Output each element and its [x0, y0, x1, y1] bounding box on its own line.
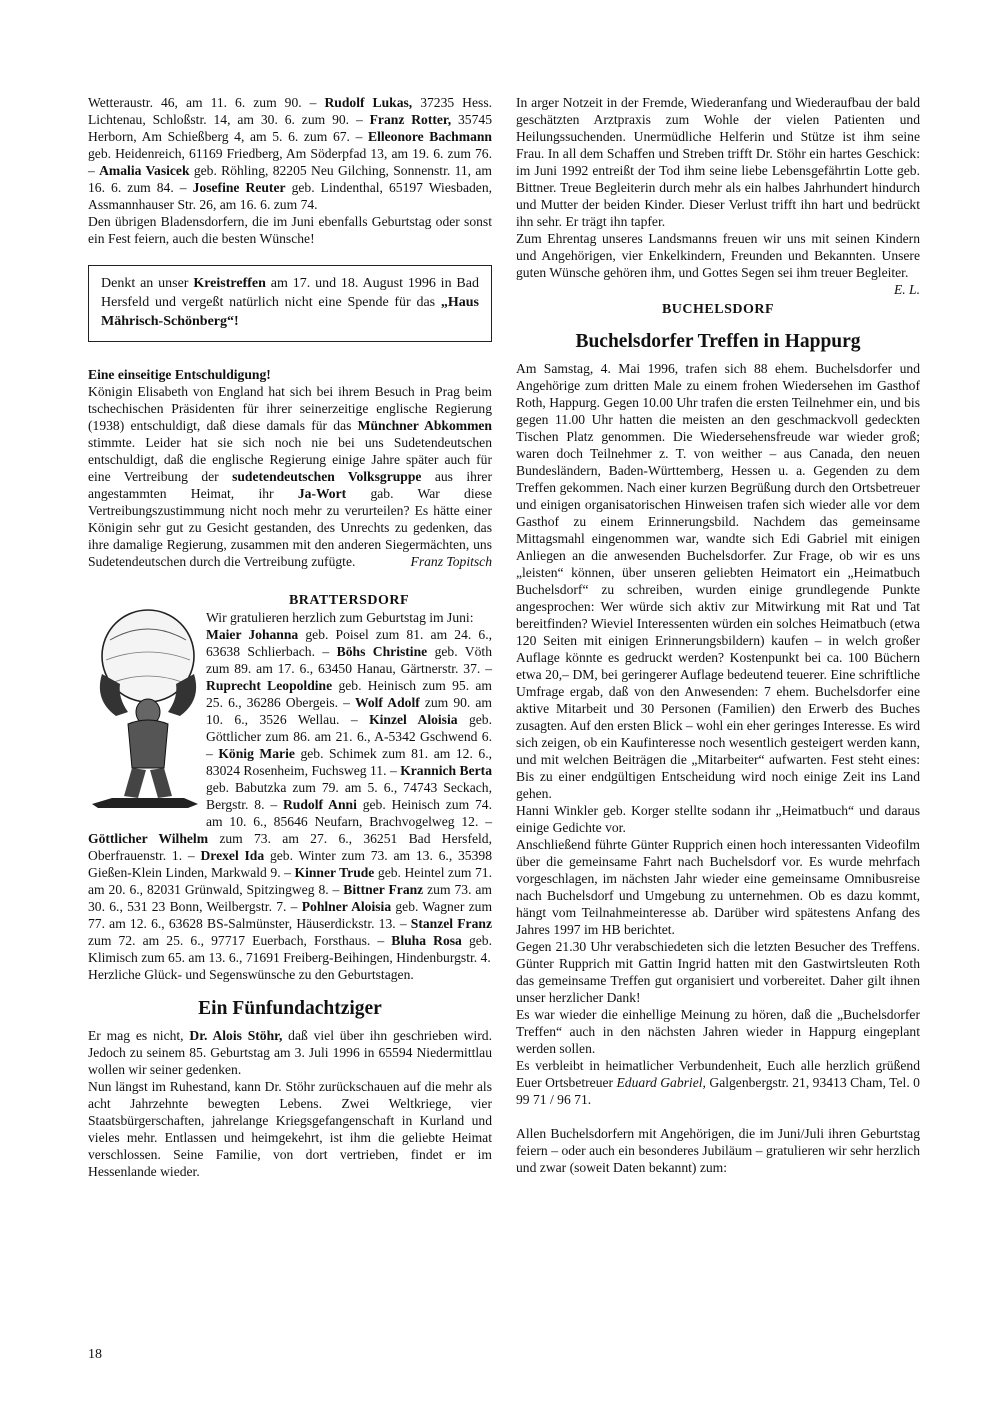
buchelsdorf-paragraph-6 — [516, 1057, 920, 1108]
apology-title: Eine einseitige Entschuldigung! — [88, 367, 271, 382]
text-run: 35745 Herborn, Am Schießberg 4, am 5. 6. zum 67. – — [88, 112, 492, 144]
italic-text: Eduard Gabriel, — [616, 1075, 706, 1090]
text-run: geb. Göttlicher zum 86. am 21. 6., A-5342 Gschwend 6. – — [206, 712, 493, 761]
bold-name: Dr. Alois Stöhr, — [189, 1028, 283, 1043]
bold-name: Rudolf Anni — [282, 797, 357, 812]
text-run: geb. Lindenthal, 65197 Wiesbaden, Assmannhauser Str. 26, am 16. 6. zum 74. — [88, 180, 493, 212]
buchelsdorf-paragraph-7: Allen Buchelsdorfern mit Angehörigen, die im Juni/Juli ihren Geburtstag feiern – oder auch ein besonderes Jubiläum – gratulieren wir sehr herzlich und zwar (soweit Daten bekannt) zum: — [516, 1126, 920, 1175]
text-run: am 17. und 18. August 1996 in Bad Hersfeld und vergeßt natürlich nicht eine Spende für das — [101, 276, 479, 310]
stoehr-headline: Ein Fünfundachtziger — [198, 998, 382, 1019]
brattersdorf-intro: Wir gratulieren herzlich zum Geburtstag im Juni: — [206, 610, 474, 625]
bold-name: Münchner Abkommen — [357, 418, 492, 433]
text-run: zum 73. am 27. 6., 36251 Bad Hersfeld, Oberfrauenstr. 1. – — [88, 831, 492, 863]
buchelsdorf-paragraph-5: Es war wieder die einhellige Meinung zu hören, daß die „Buchelsdorfer Treffen“ auch in den nächsten Jahren wieder in Happurg eingeplant werden sollen. — [516, 1007, 920, 1056]
text-run: zum 72. am 25. 6., 97717 Euerbach, Forsthaus. – — [88, 933, 392, 948]
bold-name: „Haus Mährisch-Schönberg“! — [101, 295, 479, 329]
text-run: Galgenbergstr. 21, 93413 Cham, Tel. 0 99 71 / 96 71. — [516, 1075, 920, 1107]
bold-name: König Marie — [218, 746, 295, 761]
bold-name: Pohlner Aloisia — [301, 899, 392, 914]
kreistreffen-notice — [88, 265, 492, 342]
bold-name: Göttlicher Wilhelm — [88, 831, 209, 846]
brattersdorf-closing: Herzliche Glück- und Segenswünsche zu den Geburtstagen. — [88, 967, 414, 982]
text-run: geb. Heintel zum 71. am 20. 6., 82031 Grünwald, Spitzingweg 8. – — [88, 865, 492, 897]
text-run: Denkt an unser — [101, 276, 194, 291]
text-run: Er mag es nicht, — [88, 1028, 190, 1043]
stoehr-paragraph-2: Nun längst im Ruhestand, kann Dr. Stöhr zurückschauen auf die mehr als acht Jahrzehnte bewegten Lebens. Zwei Weltkriege, vier Staatsbürgerschaften, jahrelange Kriegsgefangenschaft in Kurland und vieles mehr. Entlassen und heimgekehrt, ist ihm die geliebte Heimat verschlossen. Seine Familie, von dort vertrieben, findet er im Hessenlande wieder. — [88, 1079, 492, 1179]
text-run: geb. Winter zum 73. am 13. 6., 35398 Gießen-Klein Linden, Markwald 9. – — [88, 848, 492, 880]
bold-name: Kinner Trude — [294, 865, 375, 880]
bold-name: Stanzel Franz — [410, 916, 492, 931]
bold-name: Krannich Berta — [400, 763, 492, 778]
bold-name: Rudolf Lukas, — [324, 95, 413, 110]
text-run: Wetteraustr. 46, am 11. 6. zum 90. – — [88, 95, 325, 110]
stoehr-paragraph-1 — [88, 1027, 492, 1078]
buchelsdorf-label: BUCHELSDORF — [661, 302, 775, 317]
buchelsdorf-paragraph-4: Gegen 21.30 Uhr verabschiedeten sich die letzten Besucher des Treffens. Günter Rupprich mit Gattin Ingrid hatten mit den Gastwirtsleuten Roth das gemeinsame Treffen gut organisiert und vorbereitet. Daher gilt ihnen unser herzlicher Dank! — [516, 939, 920, 1005]
bold-name: Maier Johanna — [206, 627, 299, 642]
text-run: gab. War diese Vertreibungszustimmung nicht noch mehr zu verurteilen? Es hätte einer Königin sehr gut zu Gesicht gestanden, des Unrechts zu gedenken, das ihre damalige Regierung, zusammen mit den anderen Siegermächten, uns Sudetendeutschen durch die Vertreibung zufügte. — [88, 486, 492, 569]
text-run: geb. Heidenreich, 61169 Friedberg, Am Söderpfad 13, am 19. 6. zum 76. – — [88, 146, 492, 178]
birthday-list-continued — [88, 94, 492, 213]
text-run: geb. Klimisch zum 65. am 13. 6., 71691 Freiberg-Beihingen, Hindenburgstr. 4. — [88, 933, 492, 965]
bold-name: Böhs Christine — [336, 644, 428, 659]
bold-name: Franz Rotter, — [369, 112, 452, 127]
bold-name: Bluha Rosa — [391, 933, 462, 948]
brattersdorf-label: BRATTERSDORF — [288, 593, 410, 608]
stoehr-signature: E. L. — [893, 282, 920, 297]
text-run: geb. Poisel zum 81. am 24. 6., 63638 Schlierbach. – — [206, 627, 492, 659]
left-column — [88, 94, 492, 1180]
text-run: stimmte. Leider hat sie sich noch nie bei uns Sudetendeutschen entschuldigt, daß die englische Regierung einige Jahre später auch für eine Vertreibung der — [88, 435, 492, 484]
text-run: zum 73. am 30. 6., 531 23 Bonn, Weilbergstr. 7. – — [88, 882, 492, 914]
text-run: daß viel über ihn geschrieben wird. Jedoch zu seinem 85. Geburtstag am 3. Juli 1996 in 65594 Niedermittlau wollen wir seiner gedenken. — [88, 1028, 492, 1077]
brattersdorf-section — [88, 592, 492, 983]
apology-text — [88, 384, 492, 569]
bold-name: Amalia Vasicek — [99, 163, 190, 178]
text-run: geb. Heinisch zum 95. am 25. 6., 36286 Obergeis. – — [206, 678, 493, 710]
stoehr-paragraph-4-text: Zum Ehrentag unseres Landsmanns freuen wir uns mit seinen Kindern und Angehörigen, vier Enkelkindern, Freunden und Bekannten. Unsere guten Wünsche gehören ihm, und Gottes Segen sei ihm treuer Begleiter. — [516, 231, 920, 280]
bold-name: Elleonore Bachmann — [368, 129, 492, 144]
text-run: Es verbleibt in heimatlicher Verbundenheit, Euch alle herzlich grüßend Euer Ortsbetreuer — [516, 1058, 920, 1090]
bold-name: sudetendeutschen Volksgruppe — [232, 469, 422, 484]
bold-name: Kreistreffen — [193, 276, 266, 291]
bold-name: Josefine Reuter — [192, 180, 286, 195]
bold-name: Drexel Ida — [200, 848, 265, 863]
text-run: 37235 Hess. Lichtenau, Schloßstr. 14, am 30. 6. zum 90. – — [88, 95, 493, 127]
birthday-greeting: Den übrigen Bladensdorfern, die im Juni ebenfalls Geburtstag oder sonst ein Fest feiern, auch die besten Wünsche! — [88, 214, 492, 246]
bold-name: Kinzel Aloisia — [369, 712, 458, 727]
page-number: 18 — [88, 1347, 102, 1362]
buchelsdorf-paragraph-2: Hanni Winkler geb. Korger stellte sodann ihr „Heimatbuch“ und daraus einige Gedichte vor. — [516, 803, 920, 835]
buchelsdorf-paragraph-3: Anschließend führte Günter Rupprich einen hoch interessanten Videofilm über die gemeinsame Fahrt nach Buchelsdorf vor. Es wurde mehrfach vorgeschlagen, im nächsten Jahr wieder eine gemeinsame Omnibusreise nach Buchelsdorf und Umgebung zu unternehmen. Ob es dazu kommt, hängt vom Teilnahmeinteresse ab. Darüber wird spätestens Anfang des Jahres 1997 im HB berichtet. — [516, 837, 920, 937]
text-run: geb. Babutzka zum 79. am 5. 6., 74743 Seckach, Bergstr. 8. – — [206, 780, 492, 812]
bold-name: Wolf Adolf — [355, 695, 420, 710]
text-run: geb. Heinisch zum 74. am 10. 6., 85646 Neufarn, Brachvogelweg 12. – — [206, 797, 493, 829]
atlas-statue-illustration — [88, 600, 200, 816]
text-run: aus ihrer angestammten Heimat, ihr — [88, 469, 492, 501]
text-run: geb. Vöth zum 89. am 17. 6., 63450 Hanau, Gärtnerstr. 37. – — [206, 644, 492, 676]
buchelsdorf-paragraph-1: Am Samstag, 4. Mai 1996, trafen sich 88 ehem. Buchelsdorfer und Angehörige zum dritten Male zu einem frohen Wiedersehen im Gasthof Roth, Happurg. Gegen 10.00 Uhr trafen die ersten Teilnehmer ein, und bis gegen 11.00 Uhr hatten die meisten an den geschmackvoll gedeckten Tischen Platz genommen. Die Wiedersehensfreude war wieder groß; waren doch Teilnehmer z. T. von weither – aus Canada, den neuen Bundesländern, Baden-Württemberg, Hessen u. a. Gegenden zu dem Treffen gekommen. Nach einer kurzen Begrüßung durch den Ortsbetreuer und einigen organisatorischen Hinweisen trafen sich wieder alle vor dem Gasthof zu einem Erinnerungsbild. Nachdem das gemeinsame Mittagsmahl eingenommen war, wandte sich Edi Gabriel mit einigen Anliegen an die anwesenden Buchelsdorfer. Zur Frage, ob wir es uns „leisten“ können, über unseren geliebten Heimatort ein „Heimatbuch Buchelsdorf“ zu schreiben, wurden einige grundlegende Punkte angesprochen: Wer würde sich aktiv zur Mitwirkung mit Rat und Tat bereitfinden? Wieviel Interessenten würden ein solches Heimatbuch (etwa 120 Seiten mit einigen Erinnerungsbildern) kaufen – in welch großer Auflage könnte es gedruckt werden? Kostenpunkt bei ca. 100 Büchern etwa 20,– DM, bei geringerer Auflage bedeutend teuerer. Eine schriftliche Umfrage ergab, daß von den Anwesenden: 7 ehem. Buchelsdorfer eine aktive Mitarbeit und 30 Personen (Familien) den Erwerb des Buches zusagten. Auf den ersten Blick – wohl ein eher geringes Interesse. Es wird sich zeigen, ob ein Kaufinteresse noch wesentlich gesteigert werden kann, und mit welchen Beiträgen die „Mitarbeiter“ aufwarten. Fest steht eines: Bis zu einer endgültigen Entscheidung wird noch einige Zeit ins Land gehen. — [516, 361, 920, 801]
text-run: zum 90. am 10. 6., 3526 Wellau. – — [206, 695, 493, 727]
text-run: Königin Elisabeth von England hat sich bei ihrem Besuch in Prag beim tschechischen Präsidenten für ihrer seinerzeitige englische Regierung (1938) entschuldigt, daß diese damals für das — [88, 384, 492, 433]
notice-text — [101, 274, 479, 331]
text-run: geb. Schimek zum 81. am 12. 6., 83024 Rosenheim, Fuchsweg 11. – — [206, 746, 493, 778]
bold-name: Ruprecht Leopoldine — [206, 678, 333, 693]
text-run: geb. Wagner zum 77. am 12. 6., 63628 BS-Salmünster, Häuserdickstr. 13. – — [88, 899, 493, 931]
stoehr-paragraph-4 — [516, 230, 920, 297]
apology-author: Franz Topitsch — [410, 554, 492, 569]
apology-body — [88, 383, 492, 570]
bold-name: Bittner Franz — [343, 882, 424, 897]
right-column — [516, 94, 920, 1176]
stoehr-paragraph-3: In arger Notzeit in der Fremde, Wiederanfang und Wiederaufbau der bald geschätzten Arztpraxis zum Wohle der vielen Patienten und Heilungssuchenden. Unermüdliche Helferin und Stütze ist ihm seine Frau. In all dem Schaffen und Streben trifft Dr. Stöhr ein hartes Geschick: im Juni 1992 entreißt der Tod ihm seine liebe Lebensgefährtin Lotte geb. Bittner. Treue Begleiterin durch mehr als ein halbes Jahrhundert hindurch und Mutter der beiden Kinder. Dieser Verlust trifft ihn hart und bedrückt ihn sehr. Er trägt ihn tapfer. — [516, 95, 920, 229]
text-run: geb. Röhling, 82205 Neu Gilching, Sonnenstr. 11, am 16. 6. zum 84. – — [88, 163, 492, 195]
buchelsdorf-headline: Buchelsdorfer Treffen in Happurg — [575, 331, 861, 352]
bold-name: Ja-Wort — [297, 486, 347, 501]
